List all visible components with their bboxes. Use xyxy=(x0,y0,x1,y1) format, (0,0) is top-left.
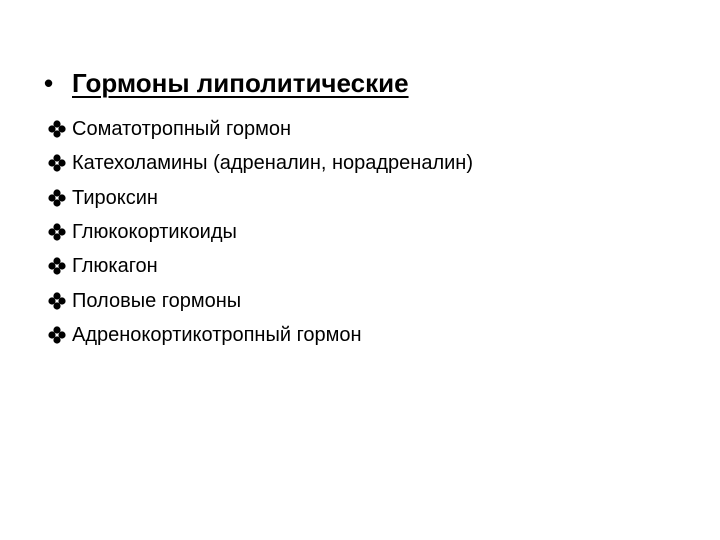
list-item-label: Тироксин xyxy=(72,186,158,209)
title-bullet: • xyxy=(44,68,54,98)
list-item-label: Глюкагон xyxy=(72,255,158,278)
list-item xyxy=(48,215,473,249)
slide-title: Гормоны липолитические xyxy=(72,68,409,98)
diamond-dots-bullet-icon xyxy=(48,223,66,241)
diamond-dots-bullet-icon xyxy=(48,326,66,344)
list-item xyxy=(48,112,473,146)
list-item xyxy=(48,318,473,352)
diamond-dots-bullet-icon xyxy=(48,154,66,172)
list-item xyxy=(48,249,473,283)
list-item xyxy=(48,146,473,180)
list-item-label: Катехоламины (адреналин, норадреналин) xyxy=(72,152,474,175)
list-item-label: Половые гормоны xyxy=(72,289,242,312)
diamond-dots-bullet-icon xyxy=(48,257,66,275)
diamond-dots-bullet-icon xyxy=(48,120,66,138)
diamond-dots-bullet-icon xyxy=(48,292,66,310)
list-item xyxy=(48,181,473,215)
slide-title-row xyxy=(44,68,409,99)
diamond-dots-bullet-icon xyxy=(48,189,66,207)
list-item-label: Адренокортикотропный гормон xyxy=(72,323,362,346)
hormone-list xyxy=(48,112,473,352)
list-item xyxy=(48,283,473,317)
list-item-label: Глюкокортикоиды xyxy=(72,221,237,244)
list-item-label: Соматотропный гормон xyxy=(72,118,292,141)
